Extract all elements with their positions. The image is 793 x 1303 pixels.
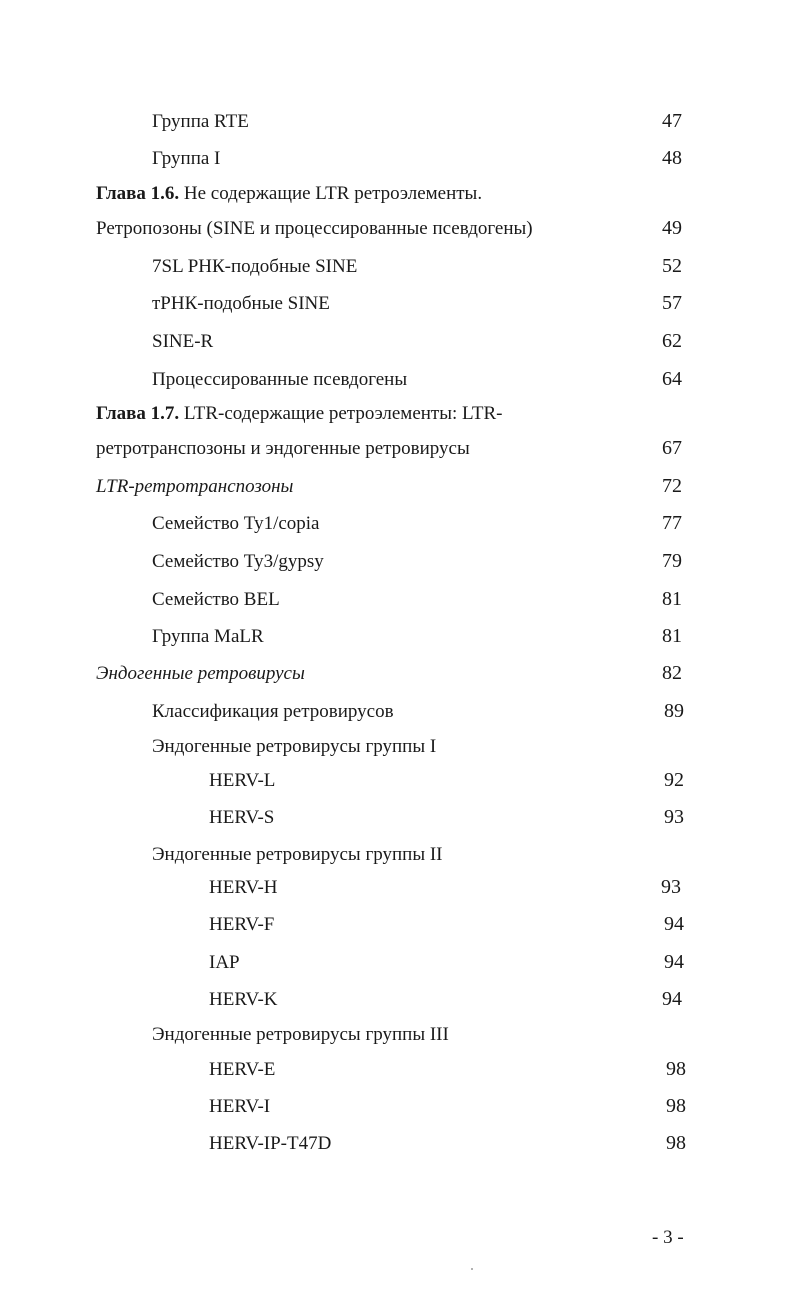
toc-entry-text: тРНК-подобные SINE <box>152 293 330 314</box>
toc-entry-text: Группа RTE <box>152 111 249 132</box>
toc-entry-page: 98 <box>666 1058 686 1080</box>
toc-entry-text: Ретропозоны (SINE и процессированные псевдогены) <box>96 218 533 239</box>
toc-entry-page: 92 <box>664 769 684 791</box>
chapter-title: LTR-содержащие ретроэлементы: LTR- <box>179 403 503 424</box>
toc-entry-page: 48 <box>662 147 682 169</box>
toc-entry-text: ретротранспозоны и эндогенные ретровирусы <box>96 438 470 459</box>
toc-entry-page: 93 <box>664 806 684 828</box>
toc-entry-text: Классификация ретровирусов <box>152 701 394 722</box>
toc-entry-text: HERV-S <box>209 807 275 828</box>
toc-entry-text: Группа MaLR <box>152 626 264 647</box>
toc-entry-text: 7SL РНК-подобные SINE <box>152 256 358 277</box>
toc-section-heading: LTR-ретротранспозоны <box>96 476 294 497</box>
toc-entry-page: 72 <box>662 475 682 497</box>
toc-entry-page: 89 <box>664 700 684 722</box>
toc-entry-text: HERV-L <box>209 770 276 791</box>
toc-chapter-heading <box>96 183 482 205</box>
toc-entry-page: 47 <box>662 110 682 132</box>
toc-entry-text: HERV-K <box>209 989 278 1010</box>
toc-entry-page: 93 <box>661 876 681 898</box>
toc-entry-text: HERV-I <box>209 1096 271 1117</box>
toc-entry-page: 57 <box>662 292 682 314</box>
toc-entry-text: HERV-IP-T47D <box>209 1133 332 1154</box>
toc-subsection-heading: Эндогенные ретровирусы группы II <box>152 844 443 865</box>
toc-entry-page: 98 <box>666 1095 686 1117</box>
toc-entry-text: SINE-R <box>152 331 214 352</box>
toc-section-heading: Эндогенные ретровирусы <box>96 663 305 684</box>
toc-entry-page: 81 <box>662 588 682 610</box>
toc-entry-page: 98 <box>666 1132 686 1154</box>
toc-entry-text: Группа I <box>152 148 221 169</box>
chapter-title: Не содержащие LTR ретроэлементы. <box>179 183 483 204</box>
toc-entry-page: 62 <box>662 330 682 352</box>
toc-subsection-heading: Эндогенные ретровирусы группы I <box>152 736 437 757</box>
toc-entry-page: 49 <box>662 217 682 239</box>
toc-entry-text: Процессированные псевдогены <box>152 369 408 390</box>
toc-entry-text: HERV-F <box>209 914 275 935</box>
chapter-label: Глава 1.6. <box>96 183 180 204</box>
toc-entry-page: 79 <box>662 550 682 572</box>
toc-entry-page: 64 <box>662 368 682 390</box>
toc-entry-text: Семейство Ty1/copia <box>152 513 320 534</box>
toc-entry-text: HERV-H <box>209 877 278 898</box>
toc-entry-page: 94 <box>664 951 684 973</box>
toc-entry-text: HERV-E <box>209 1059 276 1080</box>
toc-entry-text: Семейство BEL <box>152 589 280 610</box>
scan-speck <box>471 1268 473 1270</box>
chapter-label: Глава 1.7. <box>96 403 180 424</box>
toc-entry-page: 82 <box>662 662 682 684</box>
toc-entry-page: 52 <box>662 255 682 277</box>
toc-entry-page: 94 <box>662 988 682 1010</box>
toc-entry-text: IAP <box>209 952 240 973</box>
page-number: - 3 - <box>652 1227 684 1248</box>
toc-chapter-heading <box>96 403 503 425</box>
toc-entry-page: 67 <box>662 437 682 459</box>
toc-entry-page: 94 <box>664 913 684 935</box>
toc-entry-page: 77 <box>662 512 682 534</box>
toc-entry-text: Семейство Ty3/gypsy <box>152 551 324 572</box>
toc-subsection-heading: Эндогенные ретровирусы группы III <box>152 1024 449 1045</box>
toc-entry-page: 81 <box>662 625 682 647</box>
